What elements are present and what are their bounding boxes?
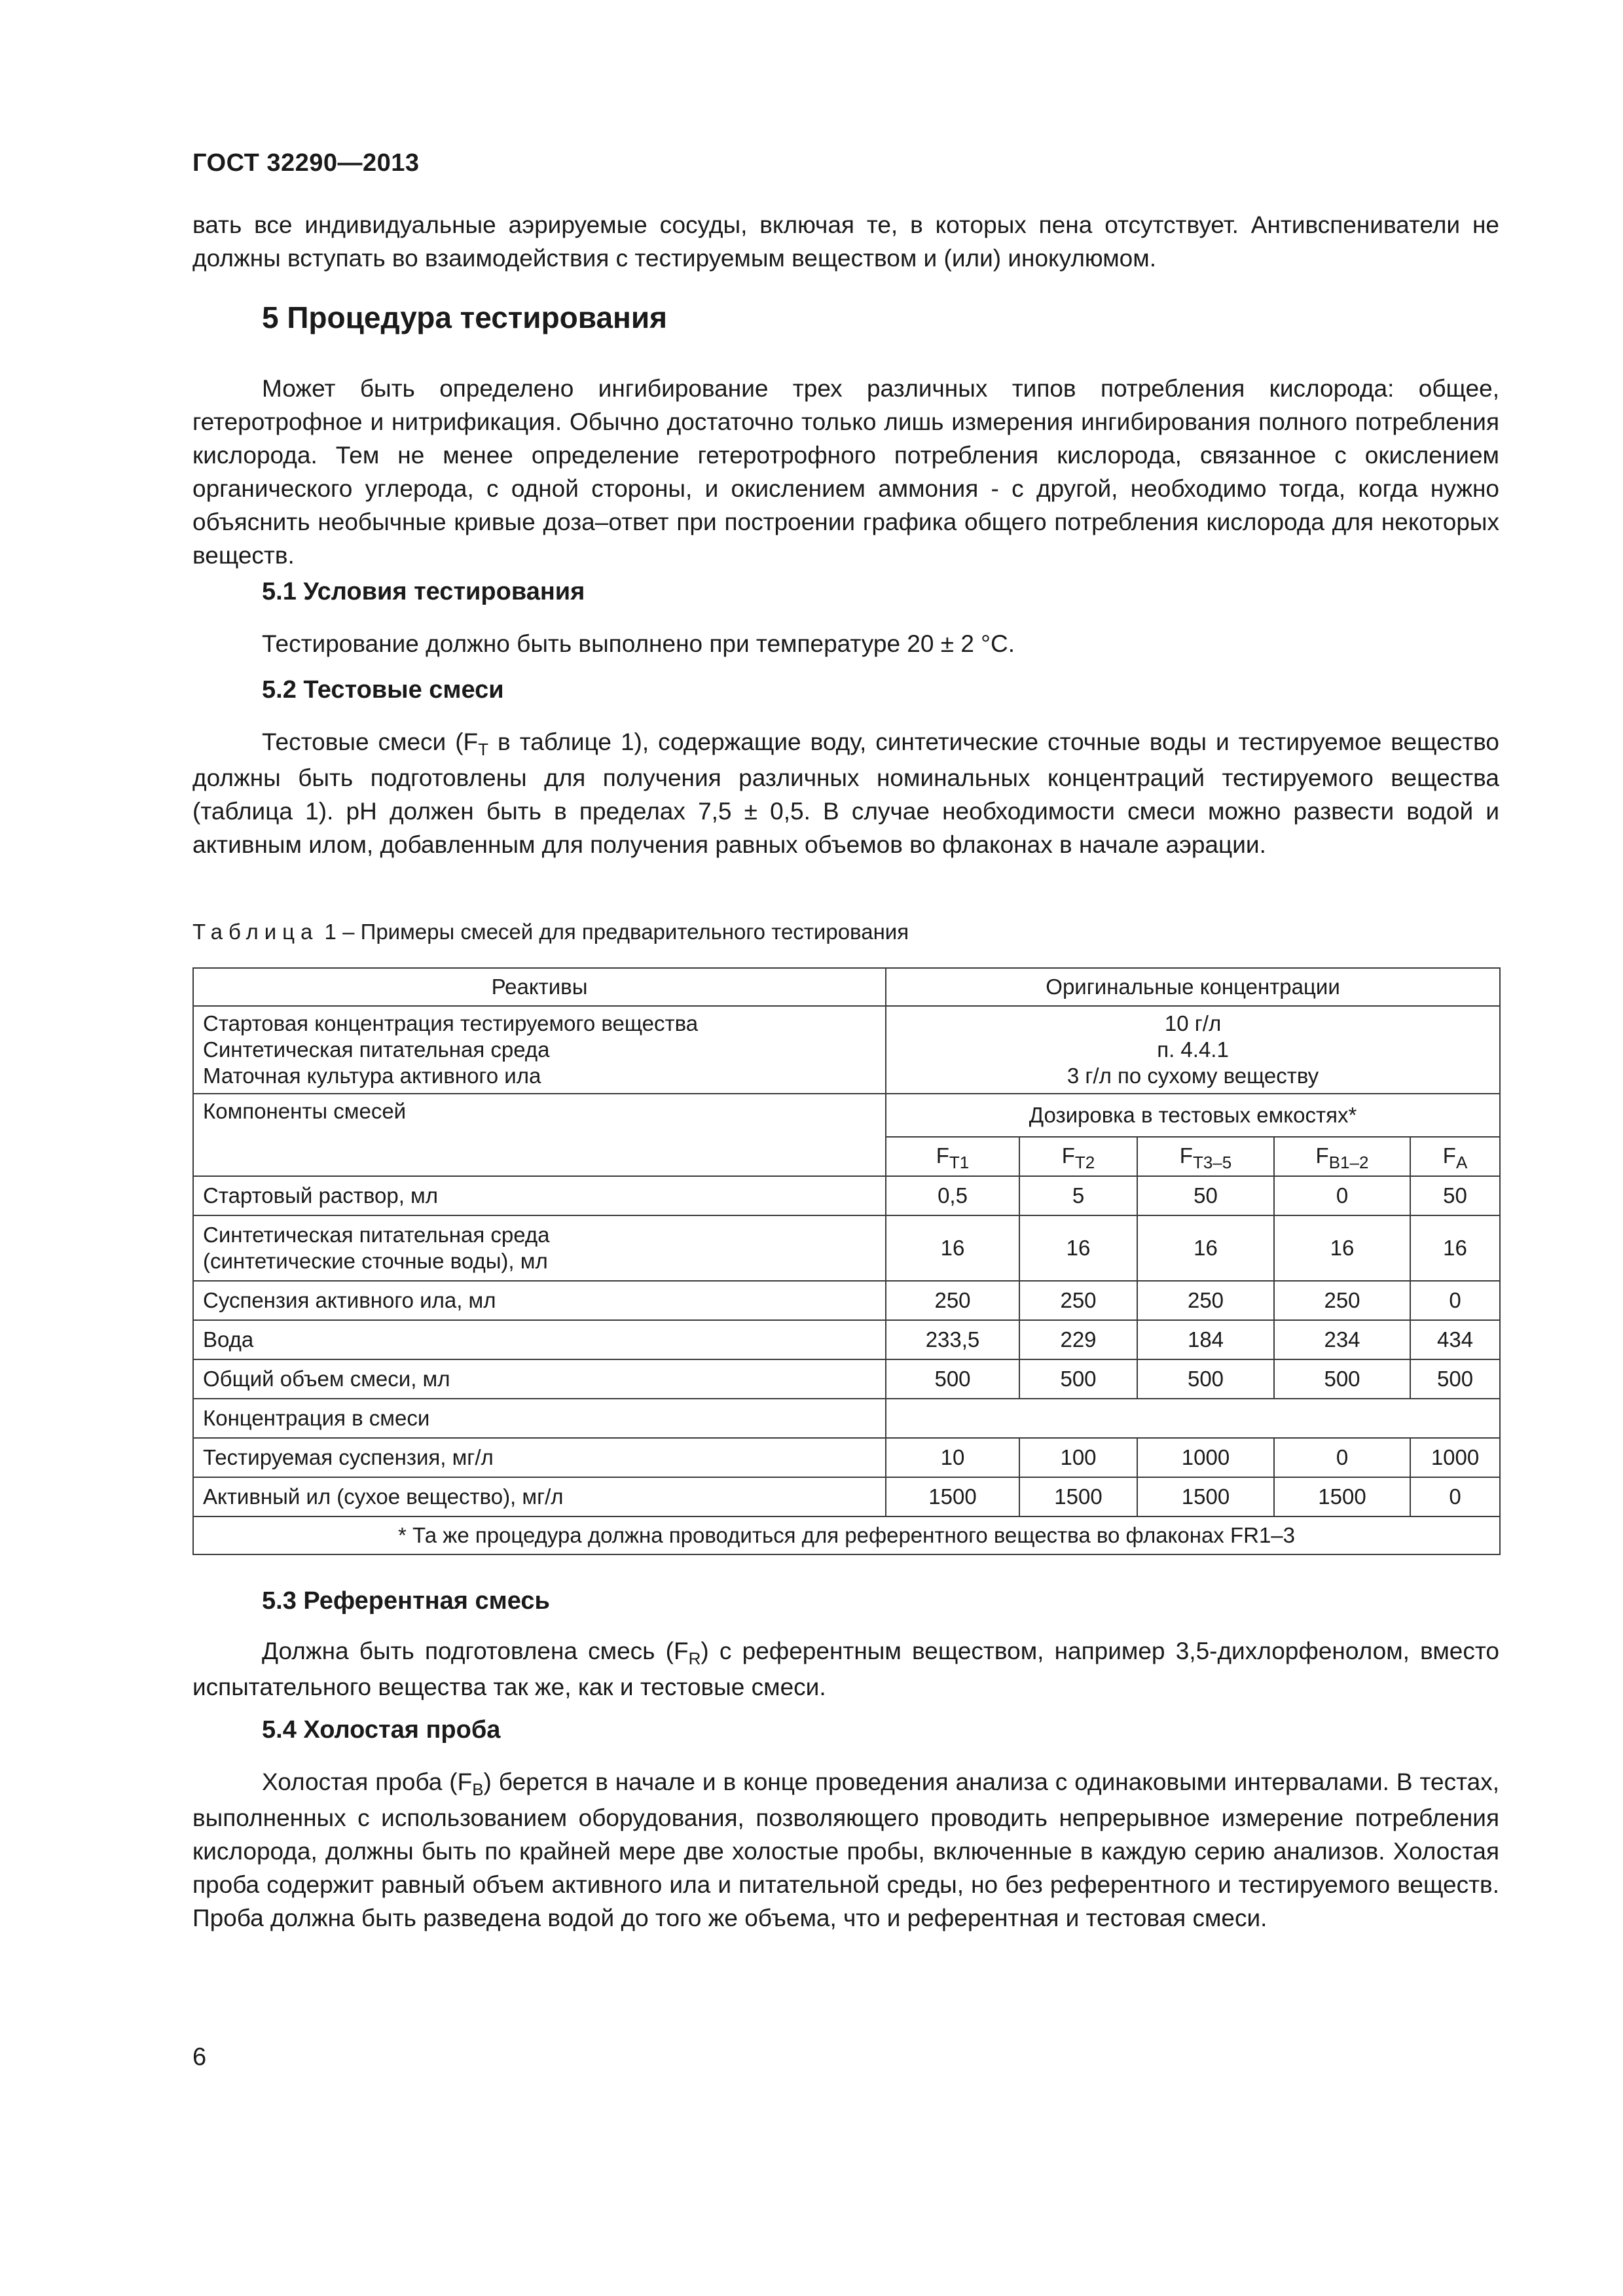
original-labels-cell [193,1006,886,1094]
orig-label: Синтетическая питательная среда [203,1037,550,1062]
cell: 229 [1019,1320,1137,1359]
orig-label: Стартовая концентрация тестируемого вещества [203,1011,699,1035]
cell: 5 [1019,1176,1137,1215]
cell: 434 [1410,1320,1500,1359]
cell: 10 [886,1438,1019,1477]
orig-value: 10 г/л [1164,1011,1222,1035]
mixtures-table [192,967,1501,1555]
table-row [193,1477,1500,1516]
section-5-1-paragraph: Тестирование должно быть выполнено при температуре 20 ± 2 °С. [262,630,1015,657]
header-original-concentrations: Оригинальные концентрации [886,968,1500,1006]
cell: 233,5 [886,1320,1019,1359]
concentration-label: Концентрация в смеси [193,1399,886,1438]
table-row [193,1320,1500,1359]
section-5-title: 5 Процедура тестирования [262,300,667,334]
cell: 1000 [1410,1438,1500,1477]
row-label: Активный ил (сухое вещество), мг/л [193,1477,886,1516]
cell: 500 [1410,1359,1500,1399]
cell: 50 [1137,1176,1274,1215]
cell: 234 [1274,1320,1410,1359]
concentration-header-row [193,1399,1500,1438]
cell: 184 [1137,1320,1274,1359]
row-label: Вода [193,1320,886,1359]
cell: 0 [1410,1477,1500,1516]
cell: 16 [1137,1215,1274,1281]
cell: 16 [1410,1215,1500,1281]
section-5-3-title: 5.3 Референтная смесь [262,1587,550,1615]
table-row [193,1176,1500,1215]
orig-value: п. 4.4.1 [1157,1037,1229,1062]
cell: 0 [1274,1176,1410,1215]
page-number: 6 [192,2043,207,2071]
orig-label: Маточная культура активного ила [203,1064,541,1088]
cell: 1500 [1274,1477,1410,1516]
document-code: ГОСТ 32290—2013 [192,149,420,177]
cell: 250 [886,1281,1019,1320]
cell: 250 [1137,1281,1274,1320]
table-row [193,1438,1500,1477]
orig-value: 3 г/л по сухому веществу [1067,1064,1319,1088]
column-header-ft2: $F_{T2}$ [1019,1137,1137,1176]
cell: 1000 [1137,1438,1274,1477]
cell: 16 [1019,1215,1137,1281]
cell: 16 [1274,1215,1410,1281]
cell: 500 [1019,1359,1137,1399]
original-concentration-row [193,1006,1500,1094]
section-5-3-paragraph: Должна быть подготовлена смесь $(F_R)$ с референтным веществом, например 3,5-дихлорфенолом, вместо испытательного вещества так же, как и тестовые смеси. [192,1638,1499,1700]
table-footnote: * Та же процедура должна проводиться для референтного вещества во флаконах FR1–3 [193,1516,1500,1554]
row-label: Общий объем смеси, мл [193,1359,886,1399]
section-5-1-title: 5.1 Условия тестирования [262,578,585,605]
table-row [193,1359,1500,1399]
section-5-paragraph: Может быть определено ингибирование трех различных типов потребления кислорода: общее, гетеротрофное и нитрификация. Обычно достаточно только лишь измерения ингибирования полного потребления кислорода. Тем не менее определение гетеротрофного потребления кислорода, связанное с окислением органического углерода, с одной стороны, и окислением аммония - с другой, необходимо тогда, когда нужно объяснить необычные кривые доза–ответ при построении графика общего потребления кислорода для некоторых веществ. [192,375,1499,569]
column-header-fb1-2: $F_{B1-2}$ [1274,1137,1410,1176]
cell: 1500 [886,1477,1019,1516]
section-5-4-paragraph: Холостая проба $(F_B)$ берется в начале и в конце проведения анализа с одинаковыми интервалами. В тестах, выполненных с использованием оборудования, позволяющего проводить непрерывное измерение потребления кислорода, должны быть по крайней мере две холостые пробы, включенные в каждую серию анализов. Холостая проба содержит равный объем активного ила и питательной среды, но без референтного и тестируемого веществ. Проба должна быть разведена водой до того же объема, что и референтная и тестовая смеси. [192,1768,1499,1931]
cell: 250 [1274,1281,1410,1320]
original-values-cell [886,1006,1500,1094]
row-label: Тестируемая суспензия, мг/л [193,1438,886,1477]
cell: 16 [886,1215,1019,1281]
components-label: Компоненты смесей [193,1094,886,1176]
empty-cell [886,1399,1500,1438]
header-reagents: Реактивы [193,968,886,1006]
components-row [193,1094,1500,1137]
cell: 100 [1019,1438,1137,1477]
cell: 500 [1274,1359,1410,1399]
column-header-fa: $F_A$ [1410,1137,1500,1176]
table-row [193,1281,1500,1320]
table-footnote-row [193,1516,1500,1554]
cell: 0 [1410,1281,1500,1320]
table-caption: Таблица 1 – Примеры смесей для предварительного тестирования [192,920,909,944]
section-5-4-title: 5.4 Холостая проба [262,1716,501,1744]
dosage-label: Дозировка в тестовых емкостях* [886,1094,1500,1137]
row-label: Суспензия активного ила, мл [193,1281,886,1320]
section-5-2-title: 5.2 Тестовые смеси [262,676,504,704]
cell: 0 [1274,1438,1410,1477]
row-label: Синтетическая питательная среда (синтетические сточные воды), мл [193,1215,886,1281]
column-header-ft1: $F_{T1}$ [886,1137,1019,1176]
column-header-ft3-5: $F_{T3-5}$ [1137,1137,1274,1176]
cell: 0,5 [886,1176,1019,1215]
section-5-2-paragraph: Тестовые смеси ($F_T$ в таблице 1), содержащие воду, синтетические сточные воды и тестируемое вещество должны быть подготовлены для получения различных номинальных концентраций тестируемого вещества (таблица 1). pH должен быть в пределах 7,5 ± 0,5. В случае необходимости смеси можно развести водой и активным илом, добавленным для получения равных объемов во флаконах в начале аэрации. [192,728,1499,858]
cell: 50 [1410,1176,1500,1215]
intro-paragraph: вать все индивидуальные аэрируемые сосуды, включая те, в которых пена отсутствует. Антивспениватели не должны вступать во взаимодействия с тестируемым веществом и (или) инокулюмом. [192,211,1499,272]
table-header-row [193,968,1500,1006]
cell: 500 [886,1359,1019,1399]
cell: 250 [1019,1281,1137,1320]
cell: 500 [1137,1359,1274,1399]
row-label: Стартовый раствор, мл [193,1176,886,1215]
cell: 1500 [1019,1477,1137,1516]
cell: 1500 [1137,1477,1274,1516]
table-row [193,1215,1500,1281]
